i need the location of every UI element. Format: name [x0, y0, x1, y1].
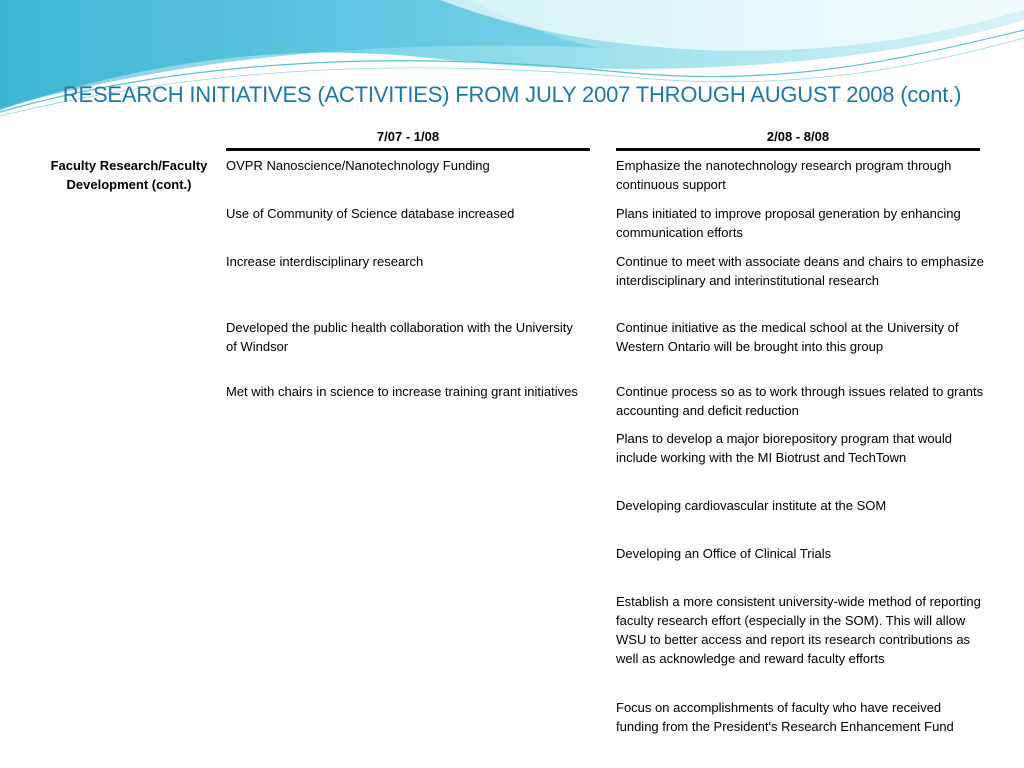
right-item: Developing an Office of Clinical Trials [616, 546, 832, 561]
left-item: Use of Community of Science database increased [226, 206, 515, 221]
column-header-period-1: 7/07 - 1/08 [376, 129, 440, 144]
left-item: Met with chairs in science to increase training grant initiatives [226, 384, 578, 399]
right-item: Continue to meet with associate deans and chairs to emphasize interdisciplinary and interinstitutional research [616, 254, 984, 288]
right-item: Establish a more consistent university-wide method of reporting faculty research effort (especially in the SOM). This will allow WSU to better access and report its research contributions as well as acknowledge and reward faculty efforts [616, 594, 981, 666]
right-item: Plans to develop a major biorepository program that would include working with the MI Biotrust and TechTown [616, 431, 953, 465]
right-item: Focus on accomplishments of faculty who have received funding from the President's Research Enhancement Fund [616, 700, 954, 734]
row-label: Faculty Research/Faculty Development (cont.) [50, 158, 208, 192]
left-item: OVPR Nanoscience/Nanotechnology Funding [226, 158, 490, 173]
right-item: Continue process so as to work through issues related to grants accounting and deficit reduction [616, 384, 984, 418]
right-item: Developing cardiovascular institute at the SOM [616, 498, 887, 513]
left-item: Developed the public health collaboration with the University of Windsor [226, 320, 573, 354]
right-item: Emphasize the nanotechnology research program through continuous support [616, 158, 952, 192]
column-rule-period-1 [226, 148, 590, 151]
column-header-period-2: 2/08 - 8/08 [766, 129, 830, 144]
right-item: Continue initiative as the medical school at the University of Western Ontario will be brought into this group [616, 320, 959, 354]
left-item: Increase interdisciplinary research [226, 254, 424, 269]
column-rule-period-2 [616, 148, 980, 151]
right-item: Plans initiated to improve proposal generation by enhancing communication efforts [616, 206, 961, 240]
slide-title: RESEARCH INITIATIVES (ACTIVITIES) FROM JULY 2007 THROUGH AUGUST 2008 (cont.) [62, 82, 962, 107]
